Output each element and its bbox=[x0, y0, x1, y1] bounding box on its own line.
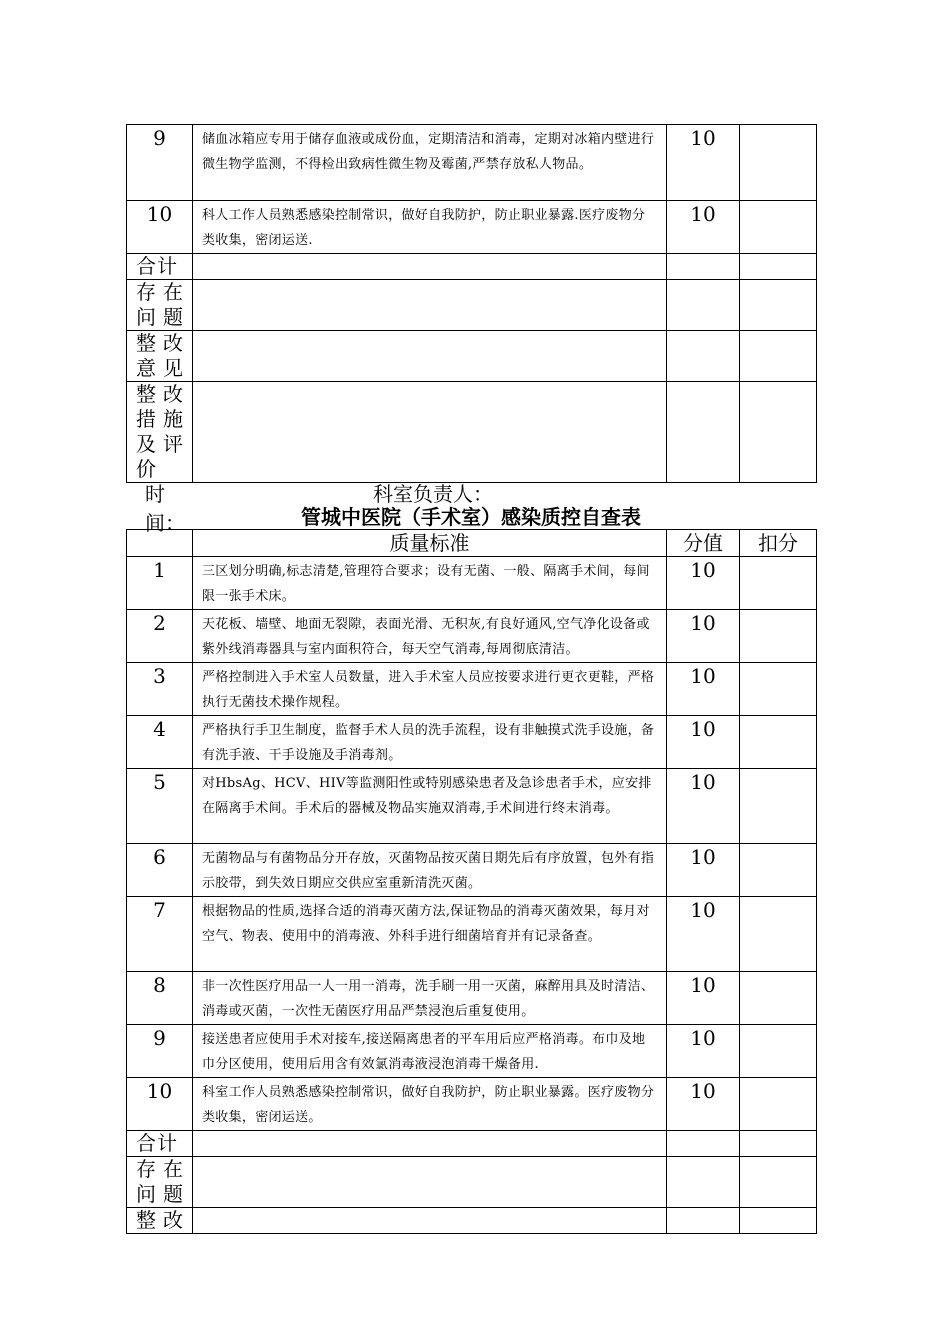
row-deduct-cell[interactable] bbox=[740, 897, 817, 972]
table-row bbox=[127, 972, 817, 1025]
table-row bbox=[127, 1078, 817, 1131]
row-standard: 科室工作人员熟悉感染控制常识，做好自我防护，防止职业暴露。医疗废物分类收集，密闭运送。 bbox=[193, 1078, 667, 1131]
row-deduct-cell[interactable] bbox=[740, 844, 817, 897]
header-score: 分值 bbox=[667, 530, 740, 557]
department-head-label: 科室负责人： bbox=[373, 482, 493, 506]
empty-cell bbox=[740, 382, 817, 483]
row-standard: 三区划分明确,标志清楚,管理符合要求；设有无菌、一般、隔离手术间，每间限一张手术床。 bbox=[193, 557, 667, 610]
row-deduct-cell[interactable] bbox=[740, 125, 817, 201]
row-deduct-cell[interactable] bbox=[740, 201, 817, 254]
row-score: 10 bbox=[667, 716, 740, 769]
total-score-cell[interactable] bbox=[667, 1131, 740, 1157]
opinion-row bbox=[127, 1208, 817, 1234]
table-row bbox=[127, 769, 817, 844]
header-deduct: 扣分 bbox=[740, 530, 817, 557]
total-row bbox=[127, 1131, 817, 1157]
total-deduct-cell[interactable] bbox=[740, 254, 817, 280]
row-score: 10 bbox=[667, 125, 740, 201]
total-deduct-cell[interactable] bbox=[740, 1131, 817, 1157]
row-score: 10 bbox=[667, 610, 740, 663]
row-standard: 非一次性医疗用品一人一用一消毒，洗手刷一用一灭菌，麻醉用具及时清洁、消毒或灭菌，一次性无菌医疗用品严禁浸泡后重复使用。 bbox=[193, 972, 667, 1025]
time-label: 时间： bbox=[145, 482, 185, 535]
table-row bbox=[127, 663, 817, 716]
row-number: 3 bbox=[127, 663, 193, 716]
row-standard: 根据物品的性质,选择合适的消毒灭菌方法,保证物品的消毒灭菌效果，每月对空气、物表、使用中的消毒液、外科手进行细菌培育并有记录备查。 bbox=[193, 897, 667, 972]
row-number: 10 bbox=[127, 1078, 193, 1131]
row-score: 10 bbox=[667, 897, 740, 972]
total-row bbox=[127, 254, 817, 280]
table-row bbox=[127, 716, 817, 769]
row-number: 5 bbox=[127, 769, 193, 844]
total-label: 合计 bbox=[127, 1131, 193, 1157]
row-number: 10 bbox=[127, 201, 193, 254]
row-number: 9 bbox=[127, 1025, 193, 1078]
row-standard: 严格控制进入手术室人员数量，进入手术室人员应按要求进行更衣更鞋，严格执行无菌技术操作规程。 bbox=[193, 663, 667, 716]
row-number: 2 bbox=[127, 610, 193, 663]
measures-cell[interactable] bbox=[193, 382, 667, 483]
row-score: 10 bbox=[667, 844, 740, 897]
empty-cell bbox=[667, 1208, 740, 1234]
row-score: 10 bbox=[667, 201, 740, 254]
header-no-cell bbox=[127, 530, 193, 557]
opinion-row bbox=[127, 331, 817, 382]
row-deduct-cell[interactable] bbox=[740, 557, 817, 610]
row-score: 10 bbox=[667, 769, 740, 844]
problems-row bbox=[127, 280, 817, 331]
row-score: 10 bbox=[667, 972, 740, 1025]
row-number: 1 bbox=[127, 557, 193, 610]
table-row bbox=[127, 201, 817, 254]
row-standard: 对HbsAg、HCV、HIV等监测阳性或特别感染患者及急诊患者手术，应安排在隔离手术间。手术后的器械及物品实施双消毒,手术间进行终末消毒。 bbox=[193, 769, 667, 844]
header-row bbox=[127, 530, 817, 557]
row-standard: 无菌物品与有菌物品分开存放，灭菌物品按灭菌日期先后有序放置，包外有指示胶带，到失效日期应交供应室重新清洗灭菌。 bbox=[193, 844, 667, 897]
row-deduct-cell[interactable] bbox=[740, 972, 817, 1025]
total-cell[interactable] bbox=[193, 254, 667, 280]
opinion-label: 整改 bbox=[127, 1208, 193, 1234]
empty-cell bbox=[740, 280, 817, 331]
empty-cell bbox=[667, 382, 740, 483]
row-standard: 接送患者应使用手术对接车,接送隔离患者的平车用后应严格消毒。布巾及地巾分区使用，使用后用含有效氯消毒液浸泡消毒干燥备用. bbox=[193, 1025, 667, 1078]
problems-cell[interactable] bbox=[193, 1157, 667, 1208]
empty-cell bbox=[667, 280, 740, 331]
table-row bbox=[127, 610, 817, 663]
row-deduct-cell[interactable] bbox=[740, 1078, 817, 1131]
empty-cell bbox=[740, 331, 817, 382]
inspection-table-2 bbox=[126, 529, 817, 1234]
empty-cell bbox=[667, 1157, 740, 1208]
row-standard: 储血冰箱应专用于储存血液或成份血，定期清洁和消毒，定期对冰箱内壁进行微生物学监测，不得检出致病性微生物及霉菌,严禁存放私人物品。 bbox=[193, 125, 667, 201]
row-score: 10 bbox=[667, 1025, 740, 1078]
row-number: 9 bbox=[127, 125, 193, 201]
row-score: 10 bbox=[667, 557, 740, 610]
measures-row bbox=[127, 382, 817, 483]
empty-cell bbox=[740, 1157, 817, 1208]
table-row bbox=[127, 897, 817, 972]
row-deduct-cell[interactable] bbox=[740, 1025, 817, 1078]
header-standard: 质量标准 bbox=[193, 530, 667, 557]
inspection-table-1 bbox=[126, 124, 817, 483]
problems-label: 存在问题 bbox=[127, 280, 193, 331]
total-score-cell[interactable] bbox=[667, 254, 740, 280]
row-number: 8 bbox=[127, 972, 193, 1025]
table-row bbox=[127, 125, 817, 201]
row-standard: 严格执行手卫生制度，监督手术人员的洗手流程，设有非触摸式洗手设施，备有洗手液、干手设施及手消毒剂。 bbox=[193, 716, 667, 769]
problems-label: 存在问题 bbox=[127, 1157, 193, 1208]
opinion-cell[interactable] bbox=[193, 331, 667, 382]
row-standard: 科人工作人员熟悉感染控制常识，做好自我防护，防止职业暴露.医疗废物分类收集，密闭运送. bbox=[193, 201, 667, 254]
table-row bbox=[127, 1025, 817, 1078]
opinion-label: 整改意见 bbox=[127, 331, 193, 382]
row-deduct-cell[interactable] bbox=[740, 716, 817, 769]
opinion-cell[interactable] bbox=[193, 1208, 667, 1234]
total-label: 合计 bbox=[127, 254, 193, 280]
measures-label: 整改措施及评价 bbox=[127, 382, 193, 483]
row-deduct-cell[interactable] bbox=[740, 769, 817, 844]
row-score: 10 bbox=[667, 663, 740, 716]
empty-cell bbox=[740, 1208, 817, 1234]
table-row bbox=[127, 844, 817, 897]
row-deduct-cell[interactable] bbox=[740, 610, 817, 663]
empty-cell bbox=[667, 331, 740, 382]
row-number: 6 bbox=[127, 844, 193, 897]
row-number: 4 bbox=[127, 716, 193, 769]
row-score: 10 bbox=[667, 1078, 740, 1131]
total-cell[interactable] bbox=[193, 1131, 667, 1157]
problems-cell[interactable] bbox=[193, 280, 667, 331]
row-standard: 天花板、墙壁、地面无裂隙，表面光滑、无积灰,有良好通风,空气净化设备或紫外线消毒器具与室内面积符合，每天空气消毒,每周彻底清洁。 bbox=[193, 610, 667, 663]
problems-row bbox=[127, 1157, 817, 1208]
table-row bbox=[127, 557, 817, 610]
row-number: 7 bbox=[127, 897, 193, 972]
page-title: 管城中医院（手术室）感染质控自查表 bbox=[301, 505, 641, 529]
row-deduct-cell[interactable] bbox=[740, 663, 817, 716]
